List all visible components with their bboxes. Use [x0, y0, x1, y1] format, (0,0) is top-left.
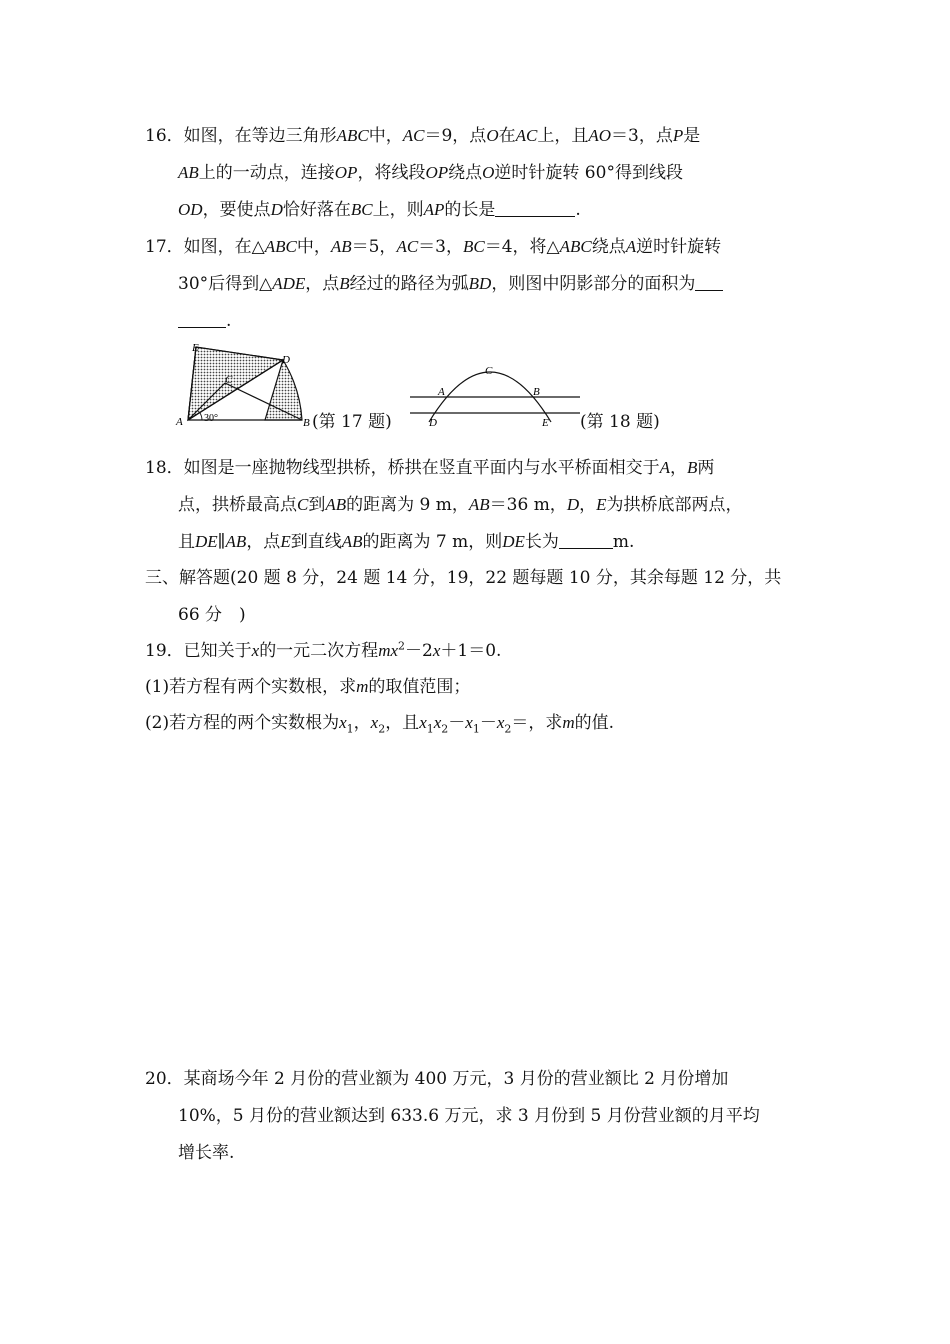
- q18-answer-blank[interactable]: [559, 532, 613, 549]
- q16-line2: AB上的一动点，连接OP，将线段OP绕点O逆时针旋转 60°得到线段: [178, 163, 683, 183]
- figure-17: [170, 338, 320, 433]
- q18-line2: 点，拱桥最高点C到AB的距离为 9 m，AB＝36 m，D，E为拱桥底部两点，: [178, 495, 743, 515]
- q16-answer-blank[interactable]: [495, 200, 575, 217]
- q19-part2: (2)若方程的两个实数根为$x_1$，$x_2$，且$x_1x_2-x_1-x_2=$，求m的值.: [145, 713, 615, 736]
- q16-line3: OD，要使点D恰好落在BC上，则AP的长是 .: [178, 200, 581, 220]
- fig17-label-D: D: [282, 354, 290, 366]
- q17-answer-blank-a[interactable]: [695, 274, 723, 291]
- section3-heading-line1: 三、解答题(20 题 8 分，24 题 14 分，19，22 题每题 10 分，其余每题 12 分，共: [145, 568, 782, 588]
- q17-line3: .: [178, 310, 231, 332]
- fig17-angle: 30°: [204, 413, 218, 424]
- q17-answer-blank-b[interactable]: [178, 311, 226, 328]
- q17-number: 17．: [145, 237, 184, 257]
- q19-number: 19．: [145, 641, 184, 661]
- q18-line3: 且DE∥AB，点E到直线AB的距离为 7 m，则DE长为 m.: [178, 532, 635, 552]
- q20-line2: 10%，5 月份的营业额达到 633.6 万元，求 3 月份到 5 月份营业额的月平均: [178, 1106, 760, 1126]
- section3-heading-line2: 66 分 ): [178, 605, 246, 625]
- q20-line1: 20．某商场今年 2 月份的营业额为 400 万元，3 月份的营业额比 2 月份增加: [145, 1069, 729, 1089]
- q20-number: 20．: [145, 1069, 184, 1089]
- q18-line1: 18．如图是一座抛物线型拱桥，桥拱在竖直平面内与水平桥面相交于A，B两: [145, 458, 715, 478]
- fig17-caption: (第 17 题): [312, 412, 392, 432]
- q19-part1: (1)若方程有两个实数根，求m的取值范围；: [145, 677, 471, 697]
- q18-number: 18．: [145, 458, 184, 478]
- fig18-label-C: C: [485, 365, 493, 377]
- fig18-label-B: B: [533, 386, 540, 398]
- fig18-caption: (第 18 题): [580, 412, 660, 432]
- fig18-label-D: D: [429, 417, 437, 429]
- fig18-label-E: E: [542, 417, 549, 429]
- fig17-label-B: B: [303, 417, 310, 429]
- fig17-label-A: A: [176, 416, 183, 428]
- fig18-label-A: A: [438, 386, 445, 398]
- fig17-label-C: C: [225, 374, 233, 386]
- figure-18: [405, 362, 585, 432]
- q16-line1: 16．如图，在等边三角形ABC中，AC＝9，点O在AC上，且AO＝3，点P是: [145, 126, 701, 146]
- q17-line1: 17．如图，在△ABC中，AB＝5，AC＝3，BC＝4，将△ABC绕点A逆时针旋转: [145, 237, 722, 257]
- q19-stem: 19．已知关于x的一元二次方程$mx^2-2x+1=0$.: [145, 639, 502, 661]
- q20-line3: 增长率.: [178, 1143, 235, 1163]
- q17-line2: 30°后得到△ADE，点B经过的路径为弧BD，则图中阴影部分的面积为: [178, 273, 723, 295]
- q16-number: 16．: [145, 126, 184, 146]
- fig17-label-E: E: [192, 342, 199, 354]
